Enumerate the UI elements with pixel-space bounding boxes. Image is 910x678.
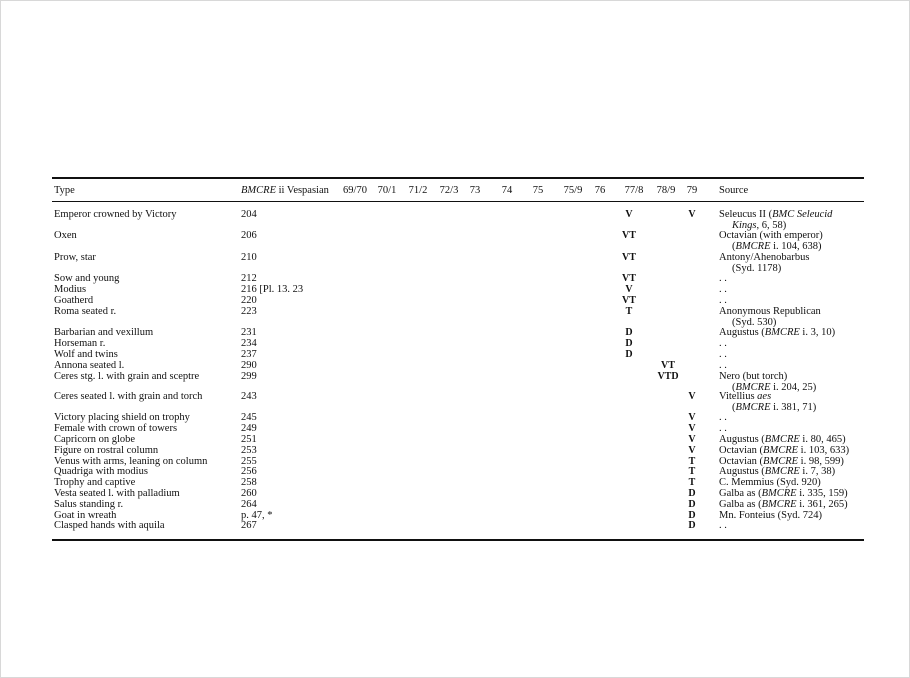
row-source: . .	[719, 284, 727, 295]
row-type: Quadriga with modius	[54, 466, 148, 477]
row-type: Venus with arms, leaning on column	[54, 456, 208, 467]
header-year: 77/8	[624, 185, 644, 196]
row-type: Ceres stg. l. with grain and sceptre	[54, 371, 200, 382]
row-type: Victory placing shield on trophy	[54, 412, 190, 423]
row-type: Oxen	[54, 230, 77, 241]
header-year: 72/3	[439, 185, 459, 196]
row-mark-79: V	[688, 412, 696, 423]
header-year: 79	[686, 185, 698, 196]
table-bottom-rule	[52, 539, 864, 541]
row-type: Goatherd	[54, 295, 94, 306]
header-year: 70/1	[377, 185, 397, 196]
row-source: . .	[719, 349, 727, 360]
row-mark-77-8: D	[625, 349, 633, 360]
row-reference: 216 [Pl. 13. 23	[241, 284, 304, 295]
row-source: . .	[719, 412, 727, 423]
row-reference: 220	[241, 295, 257, 306]
row-mark-79: V	[688, 391, 696, 402]
row-source: Octavian (BMCRE i. 103, 633)	[719, 445, 850, 456]
row-type: Vesta seated l. with palladium	[54, 488, 180, 499]
row-mark-79: D	[688, 510, 696, 521]
row-mark-77-8: VT	[622, 273, 636, 284]
row-mark-79: V	[688, 445, 696, 456]
row-type: Modius	[54, 284, 87, 295]
row-mark-79: T	[688, 456, 696, 467]
row-mark-79: V	[688, 209, 696, 220]
header-source: Source	[719, 185, 749, 196]
row-reference: 206	[241, 230, 257, 241]
row-mark-77-8: VT	[622, 295, 636, 306]
row-reference: 258	[241, 477, 257, 488]
row-source: Antony/Ahenobarbus	[719, 252, 810, 263]
row-source-continuation: (BMCRE i. 104, 638)	[732, 241, 822, 252]
row-source: Augustus (BMCRE i. 80, 465)	[719, 434, 846, 445]
row-source: Nero (but torch)	[719, 371, 788, 382]
row-type: Figure on rostral column	[54, 445, 159, 456]
row-source: . .	[719, 338, 727, 349]
row-reference: 251	[241, 434, 257, 445]
row-mark-79: D	[688, 488, 696, 499]
row-mark-79: D	[688, 520, 696, 531]
row-reference: 267	[241, 520, 257, 531]
row-mark-79: T	[688, 466, 696, 477]
row-source: . .	[719, 295, 727, 306]
row-type: Ceres seated l. with grain and torch	[54, 391, 203, 402]
row-reference: 256	[241, 466, 257, 477]
header-year: 76	[594, 185, 606, 196]
row-mark-77-8: D	[625, 338, 633, 349]
row-reference: 290	[241, 360, 257, 371]
row-reference: 245	[241, 412, 257, 423]
row-type: Annona seated l.	[54, 360, 125, 371]
header-year: 74	[501, 185, 513, 196]
row-mark-79: V	[688, 423, 696, 434]
table-header-rule	[52, 201, 864, 202]
row-source: Galba as (BMCRE i. 335, 159)	[719, 488, 848, 499]
header-year: 71/2	[408, 185, 428, 196]
header-reference: BMCRE ii Vespasian	[241, 185, 329, 196]
row-mark-77-8: V	[625, 209, 633, 220]
row-source-continuation: (BMCRE i. 381, 71)	[732, 402, 817, 413]
row-mark-79: T	[688, 477, 696, 488]
row-type: Emperor crowned by Victory	[54, 209, 177, 220]
row-reference: 243	[241, 391, 257, 402]
row-source: . .	[719, 423, 727, 434]
row-source: . .	[719, 520, 727, 531]
row-source-continuation: (Syd. 1178)	[732, 263, 782, 274]
header-year: 73	[469, 185, 481, 196]
row-reference: 299	[241, 371, 257, 382]
row-reference: 204	[241, 209, 257, 220]
header-year: 78/9	[656, 185, 676, 196]
row-source: Augustus (BMCRE i. 7, 38)	[719, 466, 836, 477]
row-type: Salus standing r.	[54, 499, 124, 510]
row-type: Trophy and captive	[54, 477, 136, 488]
row-reference: 264	[241, 499, 257, 510]
row-type: Horseman r.	[54, 338, 106, 349]
row-reference: 212	[241, 273, 257, 284]
row-mark-77-8: T	[625, 306, 633, 317]
row-reference: 260	[241, 488, 257, 499]
row-mark-77-8: D	[625, 327, 633, 338]
table-top-rule	[52, 177, 864, 179]
row-mark-77-8: VT	[622, 230, 636, 241]
row-reference: 255	[241, 456, 257, 467]
header-year: 75/9	[563, 185, 583, 196]
row-type: Capricorn on globe	[54, 434, 136, 445]
row-mark-77-8: VT	[622, 252, 636, 263]
row-source: Vitellius aes	[719, 391, 772, 402]
header-year: 75	[532, 185, 544, 196]
header-year: 69/70	[343, 185, 367, 196]
row-mark-77-8: V	[625, 284, 633, 295]
row-source: C. Memmius (Syd. 920)	[719, 477, 821, 488]
row-mark-79: V	[688, 434, 696, 445]
row-mark-78-9: VT	[661, 360, 675, 371]
row-type: Goat in wreath	[54, 510, 117, 521]
row-source: Galba as (BMCRE i. 361, 265)	[719, 499, 848, 510]
row-source: Mn. Fonteius (Syd. 724)	[719, 510, 822, 521]
row-source: Octavian (BMCRE i. 98, 599)	[719, 456, 844, 467]
row-reference: 234	[241, 338, 257, 349]
row-reference: 231	[241, 327, 257, 338]
row-reference: 253	[241, 445, 257, 456]
row-type: Clasped hands with aquila	[54, 520, 165, 531]
row-source-continuation: (Syd. 530)	[732, 317, 777, 328]
row-reference: p. 47, *	[241, 510, 273, 521]
row-source: . .	[719, 273, 727, 284]
row-type: Roma seated r.	[54, 306, 117, 317]
row-type: Prow, star	[54, 252, 96, 263]
row-type: Female with crown of towers	[54, 423, 178, 434]
row-source: Anonymous Republican	[719, 306, 821, 317]
row-mark-78-9: VTD	[657, 371, 679, 382]
row-source-continuation: Kings, 6, 58)	[732, 220, 787, 231]
row-reference: 249	[241, 423, 257, 434]
row-type: Barbarian and vexillum	[54, 327, 154, 338]
row-type: Wolf and twins	[54, 349, 118, 360]
row-source: Octavian (with emperor)	[719, 230, 823, 241]
header-type: Type	[54, 185, 75, 196]
row-mark-79: D	[688, 499, 696, 510]
row-reference: 210	[241, 252, 257, 263]
row-source: Augustus (BMCRE i. 3, 10)	[719, 327, 836, 338]
row-source: . .	[719, 360, 727, 371]
row-source-continuation: (BMCRE i. 204, 25)	[732, 382, 817, 393]
row-source: Seleucus II (BMC Seleucid	[719, 209, 833, 220]
row-reference: 237	[241, 349, 257, 360]
row-type: Sow and young	[54, 273, 120, 284]
row-reference: 223	[241, 306, 257, 317]
